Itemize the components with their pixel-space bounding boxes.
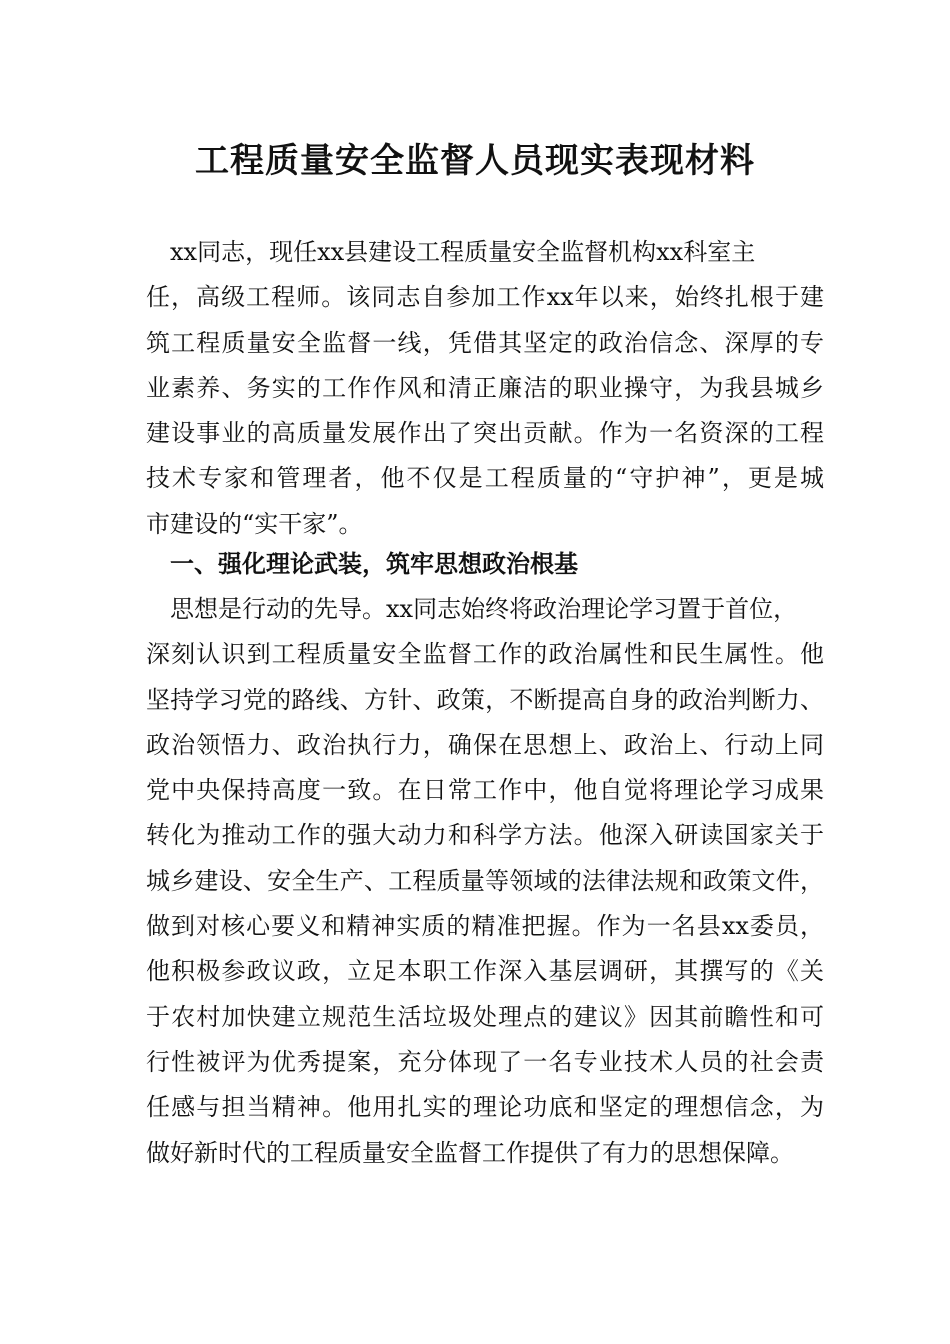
paragraph-line: 深刻认识到工程质量安全监督工作的政治属性和民生属性。他 [146,640,824,669]
document-title: 工程质量安全监督人员现实表现材料 [195,141,755,181]
paragraph-line: 任，高级工程师。该同志自参加工作xx年以来，始终扎根于建 [146,283,824,312]
heading-line: 一、强化理论武装，筑牢思想政治根基 [170,550,578,578]
paragraph-line: 做到对核心要义和精神实质的精准把握。作为一名县xx委员， [146,912,824,941]
paragraph-line: xx同志，现任xx县建设工程质量安全监督机构xx科室主 [170,238,756,266]
paragraph-line: 党中央保持高度一致。在日常工作中，他自觉将理论学习成果 [146,776,824,805]
paragraph-line: 城乡建设、安全生产、工程质量等领域的法律法规和政策文件， [146,866,824,895]
paragraph-line: 行性被评为优秀提案，充分体现了一名专业技术人员的社会责 [146,1047,824,1076]
paragraph-line: 任感与担当精神。他用扎实的理论功底和坚定的理想信念，为 [146,1093,824,1122]
paragraph-intro [146,230,824,547]
paragraph-line: 坚持学习党的路线、方针、政策，不断提高自身的政治判断力、 [146,685,824,714]
paragraph-line: 技术专家和管理者，他不仅是工程质量的“守护神”，更是城 [146,464,824,493]
paragraph-line: 业素养、务实的工作作风和清正廉洁的职业操守，为我县城乡 [146,373,824,402]
section-heading-1 [170,542,824,587]
paragraph-line: 筑工程质量安全监督一线，凭借其坚定的政治信念、深厚的专 [146,328,824,357]
paragraph-section-1 [146,587,824,1176]
paragraph-line: 建设事业的高质量发展作出了突出贡献。作为一名资深的工程 [146,419,824,448]
paragraph-line: 政治领悟力、政治执行力，确保在思想上、政治上、行动上同 [146,730,824,759]
paragraph-line: 做好新时代的工程质量安全监督工作提供了有力的思想保障。 [146,1138,794,1167]
paragraph-line: 思想是行动的先导。xx同志始终将政治理论学习置于首位， [170,595,798,623]
paragraph-line: 市建设的“实干家”。 [146,509,363,538]
paragraph-line: 他积极参政议政，立足本职工作深入基层调研，其撰写的《关 [146,957,824,986]
paragraph-line: 于农村加快建立规范生活垃圾处理点的建议》因其前瞻性和可 [146,1002,824,1031]
paragraph-line: 转化为推动工作的强大动力和科学方法。他深入研读国家关于 [146,821,824,850]
